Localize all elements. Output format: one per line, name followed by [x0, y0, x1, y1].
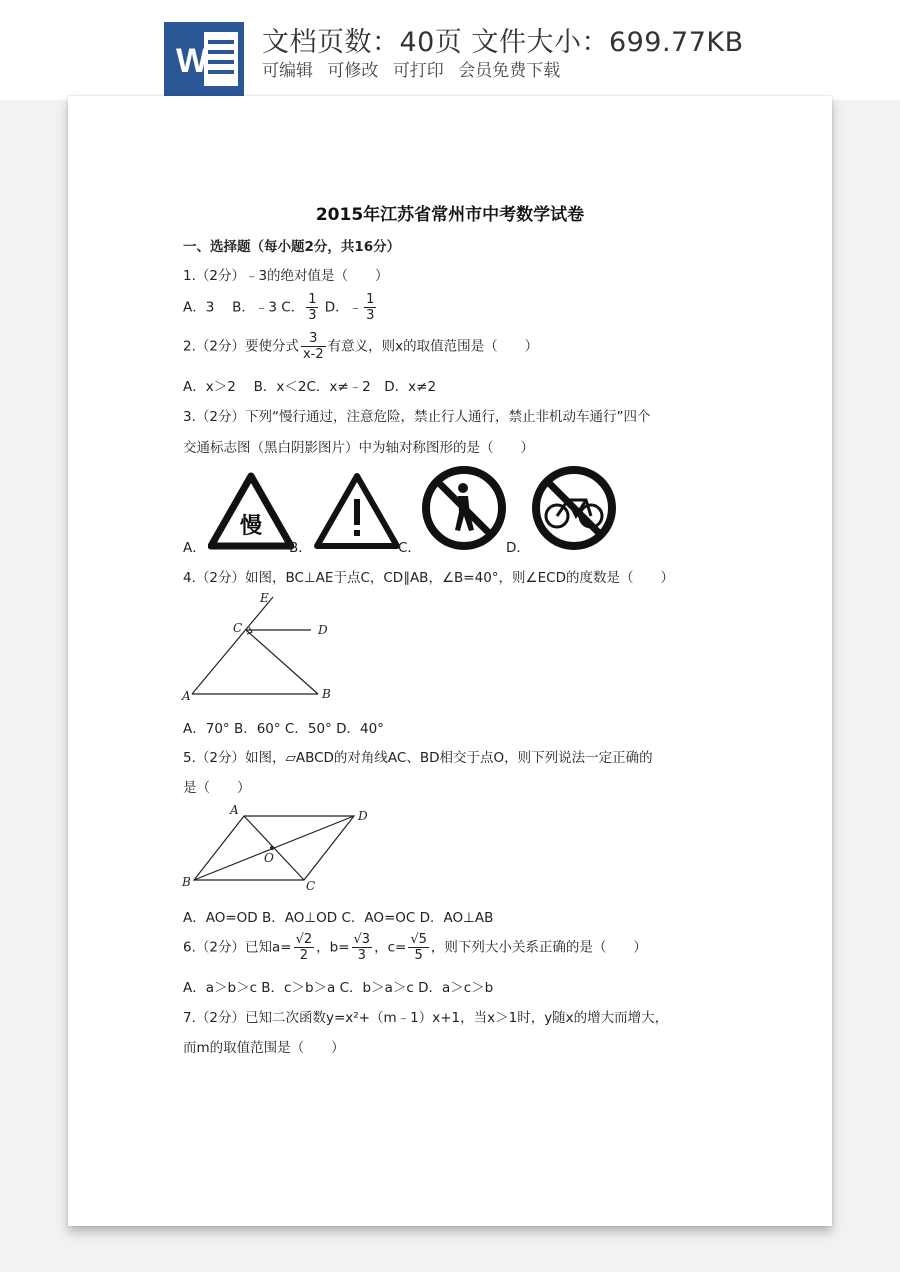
- question-5-stem-line1: 5.（2分）如图，▱ABCD的对角线AC、BD相交于点O，则下列说法一定正确的: [183, 750, 653, 766]
- question-2-options: A．x＞2 B．x＜2C．x≠﹣2 D．x≠2: [183, 379, 437, 395]
- question-3-stem-line2: 交通标志图（黑白阴影图片）中为轴对称图形的是（ ）: [183, 440, 534, 456]
- fraction-3-over-x-2: $\frac{3}{x-2}$: [302, 331, 324, 362]
- feature-editable: 可编辑: [262, 61, 313, 81]
- feature-member-download: 会员免费下载: [458, 61, 561, 81]
- svg-text:B: B: [182, 875, 191, 889]
- download-banner: [0, 0, 900, 100]
- document-page: [68, 96, 832, 1226]
- svg-text:A: A: [230, 804, 239, 817]
- question-5-parallelogram-figure: [178, 804, 378, 892]
- question-6-options: A．a＞b＞c B．c＞b＞a C．b＞a＞c D．a＞c＞b: [183, 980, 494, 996]
- svg-text:D: D: [358, 809, 368, 823]
- question-4-options: A．70° B．60° C．50° D．40°: [183, 721, 384, 737]
- svg-text:E: E: [260, 592, 269, 605]
- question-1-stem: 1.（2分）﹣3的绝对值是（ ）: [183, 268, 389, 284]
- document-info: 文档页数：40页 文件大小：699.77KB: [262, 27, 744, 58]
- option-label-d: D．: [506, 540, 530, 556]
- svg-text:A: A: [182, 689, 191, 703]
- question-6-stem: 6.（2分）已知a= $\frac{√2}{2}$ ，b= $\frac{√3}{3}$ ，c= $\frac{√5}{5}$ ，则下列大小关系正确的是（ ）: [183, 932, 647, 963]
- question-5-stem-line2: 是（ ）: [183, 780, 251, 796]
- svg-text:D: D: [318, 623, 328, 637]
- fraction-c: $\frac{1}{3}$: [308, 292, 317, 323]
- svg-text:O: O: [264, 851, 274, 865]
- svg-text:W: W: [176, 42, 209, 80]
- section-heading: 一、选择题（每小题2分，共16分）: [183, 239, 401, 255]
- question-7-stem-line2: 而m的取值范围是（ ）: [183, 1040, 345, 1056]
- fraction-a: $\frac{√2}{2}$: [295, 932, 313, 963]
- question-7-stem-line1: 7.（2分）已知二次函数y=x²+（m﹣1）x+1，当x＞1时，y随x的增大而增大，: [183, 1010, 669, 1026]
- option-label-c: C．: [398, 540, 421, 556]
- exam-title: 2015年江苏省常州市中考数学试卷: [315, 205, 585, 225]
- svg-text:C: C: [306, 879, 316, 892]
- option-label-b: B．: [289, 540, 312, 556]
- no-bicycles-sign-icon: [530, 464, 618, 552]
- svg-text:B: B: [322, 687, 331, 701]
- feature-printable: 可打印: [392, 61, 444, 81]
- slow-down-sign-icon: [208, 471, 294, 551]
- fraction-d: $\frac{1}{3}$: [366, 292, 375, 323]
- fraction-c-root: $\frac{√5}{5}$: [410, 932, 427, 963]
- feature-modifiable: 可修改: [327, 61, 379, 81]
- question-2-stem: 2.（2分）要使分式 $\frac{3}{x-2}$ 有意义，则x的取值范围是（ ）: [183, 331, 539, 362]
- word-document-icon: [164, 22, 244, 96]
- option-label-a: A．: [183, 540, 206, 556]
- question-4-stem: 4.（2分）如图，BC⊥AE于点C，CD∥AB，∠B=40°，则∠ECD的度数是（ ）: [183, 570, 674, 586]
- warning-danger-sign-icon: [314, 471, 400, 551]
- question-3-stem-line1: 3.（2分）下列“慢行通过，注意危险，禁止行人通行，禁止非机动车通行”四个: [183, 409, 651, 425]
- question-4-figure: [178, 592, 348, 704]
- svg-text:C: C: [233, 621, 243, 635]
- question-5-options: A．AO=OD B．AO⊥OD C．AO=OC D．AO⊥AB: [183, 910, 494, 926]
- feature-list: [262, 56, 569, 81]
- svg-text:慢: 慢: [239, 514, 263, 539]
- no-pedestrians-sign-icon: [420, 464, 508, 552]
- fraction-b: $\frac{√3}{3}$: [353, 932, 371, 963]
- question-1-options: A．3 B．﹣3 C． $\frac{1}{3}$ D．﹣ $\frac{1}{3}$: [183, 292, 375, 323]
